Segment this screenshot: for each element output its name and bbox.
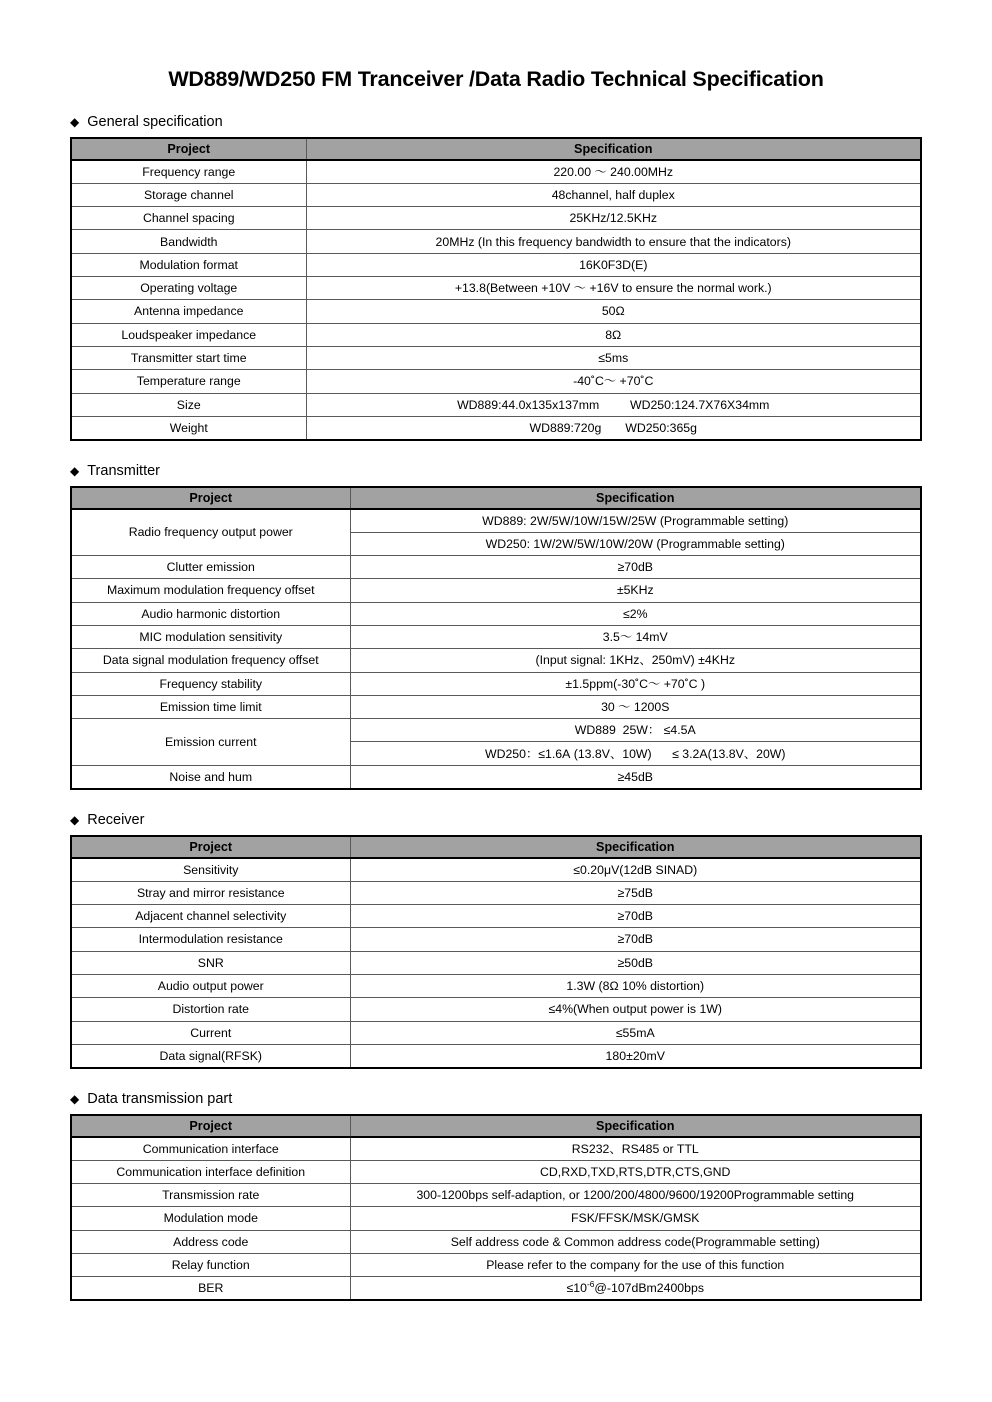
column-header-project: Project [71,138,306,160]
cell-specification: ≤2% [350,602,921,625]
cell-project: Loudspeaker impedance [71,323,306,346]
cell-project: Intermodulation resistance [71,928,350,951]
table-row [71,393,921,416]
cell-specification: 50Ω [306,300,921,323]
table-row [71,230,921,253]
table-row [71,300,921,323]
cell-specification: ≥70dB [350,556,921,579]
cell-specification: 48channel, half duplex [306,183,921,206]
table-row [71,602,921,625]
table-row [71,160,921,183]
column-header-specification: Specification [350,487,921,509]
section-3 [0,812,992,1069]
section-heading-label: Receiver [87,811,145,828]
table-row [71,1230,921,1253]
cell-project: Data signal modulation frequency offset [71,649,350,672]
table-row [71,207,921,230]
table-row [71,649,921,672]
table-header-row [71,1115,921,1137]
cell-project: Maximum modulation frequency offset [71,579,350,602]
table-row [71,556,921,579]
spec-table [70,486,922,790]
section-heading-label: General specification [87,113,223,130]
section-heading [0,1091,992,1108]
cell-project: Channel spacing [71,207,306,230]
cell-specification: RS232、RS485 or TTL [350,1137,921,1160]
cell-project: Address code [71,1230,350,1253]
cell-project: Audio output power [71,974,350,997]
cell-specification: Please refer to the company for the use of this function [350,1253,921,1276]
table-header-row [71,487,921,509]
cell-project: Bandwidth [71,230,306,253]
cell-specification: 16K0F3D(E) [306,253,921,276]
table-row [71,928,921,951]
cell-specification: ≤5ms [306,346,921,369]
table-row [71,416,921,439]
section-heading [0,463,992,480]
cell-specification: WD889:720g WD250:365g [306,416,921,439]
column-header-project: Project [71,1115,350,1137]
cell-specification: 300-1200bps self-adaption, or 1200/200/4800/9600/19200Programmable setting [350,1184,921,1207]
table-row [71,579,921,602]
cell-specification: 20MHz (In this frequency bandwidth to ensure that the indicators) [306,230,921,253]
table-row [71,1137,921,1160]
section-4 [0,1091,992,1301]
table-row [71,253,921,276]
table-row [71,672,921,695]
cell-project: Relay function [71,1253,350,1276]
cell-specification: +13.8(Between +10V ～ +16V to ensure the normal work.) [306,277,921,300]
cell-project: Frequency stability [71,672,350,695]
table-row [71,951,921,974]
table-row [71,625,921,648]
cell-specification: ≤4%(When output power is 1W) [350,998,921,1021]
table-row [71,719,921,742]
cell-project: Communication interface [71,1137,350,1160]
spec-table [70,835,922,1069]
cell-project: Radio frequency output power [71,509,350,556]
cell-specification: Self address code & Common address code(Programmable setting) [350,1230,921,1253]
section-heading-label: Data transmission part [87,1090,233,1107]
diamond-bullet-icon: ◆ [70,813,80,828]
table-row [71,1044,921,1067]
section-2 [0,463,992,790]
cell-specification: (Input signal: 1KHz、250mV) ±4KHz [350,649,921,672]
cell-specification: WD889: 2W/5W/10W/15W/25W (Programmable setting) [350,509,921,532]
cell-specification: WD889:44.0x135x137mm WD250:124.7X76X34mm [306,393,921,416]
cell-specification: -40˚C～ +70˚C [306,370,921,393]
cell-specification: ±5KHz [350,579,921,602]
cell-project: Temperature range [71,370,306,393]
cell-project: Storage channel [71,183,306,206]
section-heading [0,812,992,829]
table-row [71,346,921,369]
cell-project: Stray and mirror resistance [71,881,350,904]
section-1 [0,114,992,441]
table-row [71,1253,921,1276]
column-header-specification: Specification [350,836,921,858]
cell-specification: ≥50dB [350,951,921,974]
table-row [71,323,921,346]
cell-specification: 220.00 ～ 240.00MHz [306,160,921,183]
table-row [71,370,921,393]
cell-specification: WD889 25W： ≤4.5A [350,719,921,742]
page-title: WD889/WD250 FM Tranceiver /Data Radio Technical Specification [168,67,824,91]
table-row [71,765,921,788]
table-row [71,183,921,206]
cell-specification: ≥70dB [350,905,921,928]
cell-specification: ≥45dB [350,765,921,788]
diamond-bullet-icon: ◆ [70,464,80,479]
column-header-project: Project [71,836,350,858]
cell-project: MIC modulation sensitivity [71,625,350,648]
column-header-project: Project [71,487,350,509]
column-header-specification: Specification [350,1115,921,1137]
cell-project: Distortion rate [71,998,350,1021]
cell-project: Frequency range [71,160,306,183]
spec-table [70,137,922,441]
table-row [71,1184,921,1207]
table-header-row [71,138,921,160]
table-row [71,998,921,1021]
section-heading [0,114,992,131]
table-header-row [71,836,921,858]
table-row [71,1021,921,1044]
table-row [71,509,921,532]
table-row [71,1160,921,1183]
cell-project: Adjacent channel selectivity [71,905,350,928]
cell-project: Data signal(RFSK) [71,1044,350,1067]
table-row [71,277,921,300]
cell-specification: 8Ω [306,323,921,346]
cell-project: Current [71,1021,350,1044]
cell-project: Operating voltage [71,277,306,300]
table-row [71,858,921,881]
table-row [71,1277,921,1300]
cell-project: Weight [71,416,306,439]
table-row [71,1207,921,1230]
table-row [71,905,921,928]
table-row [71,881,921,904]
cell-project: Audio harmonic distortion [71,602,350,625]
cell-project: Sensitivity [71,858,350,881]
cell-specification: FSK/FFSK/MSK/GMSK [350,1207,921,1230]
sections-container [0,114,992,1301]
column-header-specification: Specification [306,138,921,160]
spec-table [70,1114,922,1301]
cell-project: Modulation format [71,253,306,276]
cell-specification: 30 ～ 1200S [350,695,921,718]
cell-specification: WD250：≤1.6A (13.8V、10W) ≤ 3.2A(13.8V、20W) [350,742,921,765]
cell-specification: $\le 10^{-6}@-107dBm2400bps$ [350,1277,921,1300]
table-row [71,695,921,718]
cell-project: Emission current [71,719,350,766]
cell-project: Clutter emission [71,556,350,579]
cell-specification: CD,RXD,TXD,RTS,DTR,CTS,GND [350,1160,921,1183]
cell-project: Transmission rate [71,1184,350,1207]
diamond-bullet-icon: ◆ [70,1092,80,1107]
section-heading-label: Transmitter [87,462,161,479]
cell-specification: ≥75dB [350,881,921,904]
cell-specification: ±1.5ppm(-30˚C～ +70˚C ) [350,672,921,695]
table-row [71,974,921,997]
cell-project: Noise and hum [71,765,350,788]
cell-project: Communication interface definition [71,1160,350,1183]
diamond-bullet-icon: ◆ [70,115,80,130]
cell-specification: 25KHz/12.5KHz [306,207,921,230]
cell-project: BER [71,1277,350,1300]
cell-specification: ≤55mA [350,1021,921,1044]
cell-specification: WD250: 1W/2W/5W/10W/20W (Programmable setting) [350,532,921,555]
cell-project: Size [71,393,306,416]
cell-project: Transmitter start time [71,346,306,369]
cell-project: Modulation mode [71,1207,350,1230]
cell-specification: 180±20mV [350,1044,921,1067]
cell-project: Antenna impedance [71,300,306,323]
cell-specification: 3.5～ 14mV [350,625,921,648]
cell-project: Emission time limit [71,695,350,718]
cell-specification: 1.3W (8Ω 10% distortion) [350,974,921,997]
cell-project: SNR [71,951,350,974]
cell-specification: ≥70dB [350,928,921,951]
cell-specification: ≤0.20μV(12dB SINAD) [350,858,921,881]
